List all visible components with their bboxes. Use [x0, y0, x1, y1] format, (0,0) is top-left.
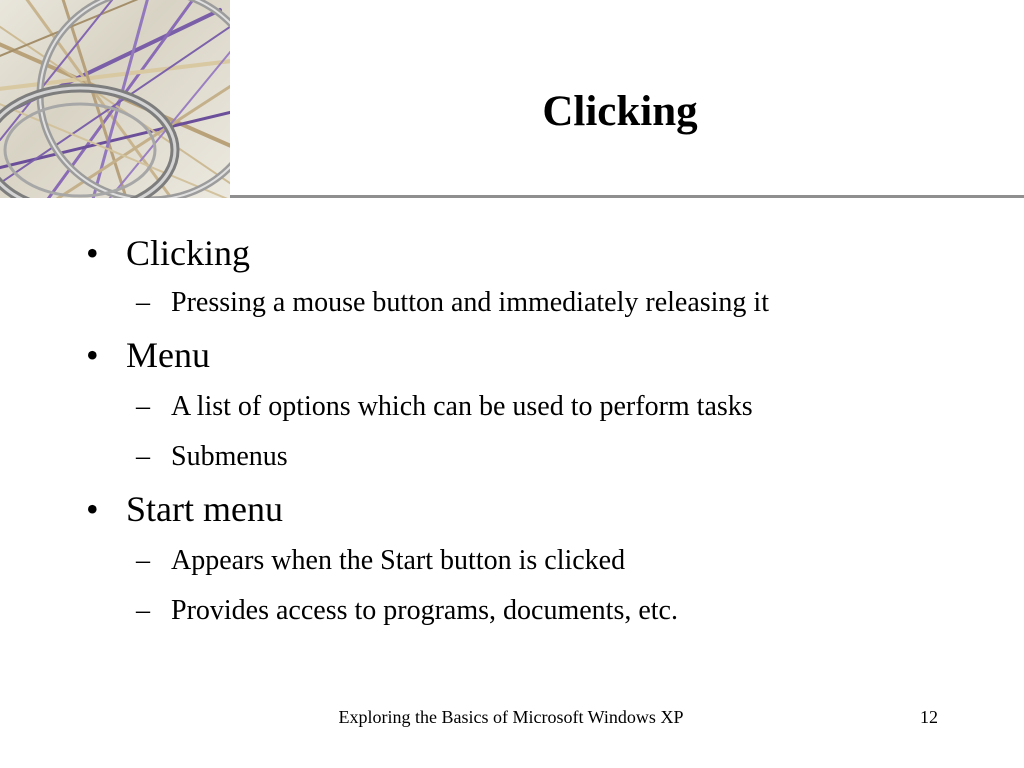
sub-bullet-marker: – [136, 391, 150, 422]
sub-bullet-marker: – [136, 441, 150, 472]
bullet-text: Start menu [126, 489, 283, 529]
sub-bullet-item [126, 586, 984, 636]
sub-bullet-item [126, 278, 984, 328]
page-number: 12 [920, 707, 938, 727]
bullet-item-start-menu [80, 486, 984, 532]
footer-caption: Exploring the Basics of Microsoft Windows XP [338, 707, 684, 727]
sub-bullet-text: Pressing a mouse button and immediately releasing it [171, 287, 769, 318]
bullet-marker: • [86, 489, 99, 529]
bullet-marker: • [86, 233, 99, 273]
bullet-text: Clicking [126, 233, 250, 273]
sub-bullet-text: A list of options which can be used to perform tasks [171, 391, 753, 422]
sub-bullet-item [126, 382, 984, 432]
corner-decorative-image [0, 0, 230, 198]
sub-bullet-item [126, 432, 984, 482]
sub-bullet-text: Provides access to programs, documents, etc. [171, 595, 678, 626]
sub-bullet-text: Appears when the Start button is clicked [171, 545, 626, 576]
bullet-item-menu [80, 332, 984, 378]
sub-bullet-text: Submenus [171, 441, 288, 472]
title-divider [230, 195, 1024, 198]
sub-bullet-marker: – [136, 287, 150, 318]
bullet-item-clicking [80, 230, 984, 276]
bullet-list [80, 230, 984, 636]
bullet-text: Menu [126, 335, 210, 375]
sub-bullet-item [126, 536, 984, 586]
sub-bullet-marker: – [136, 545, 150, 576]
bullet-marker: • [86, 335, 99, 375]
sub-bullet-marker: – [136, 595, 150, 626]
woven-ball-illustration [0, 0, 230, 198]
slide-title: Clicking [542, 88, 698, 135]
